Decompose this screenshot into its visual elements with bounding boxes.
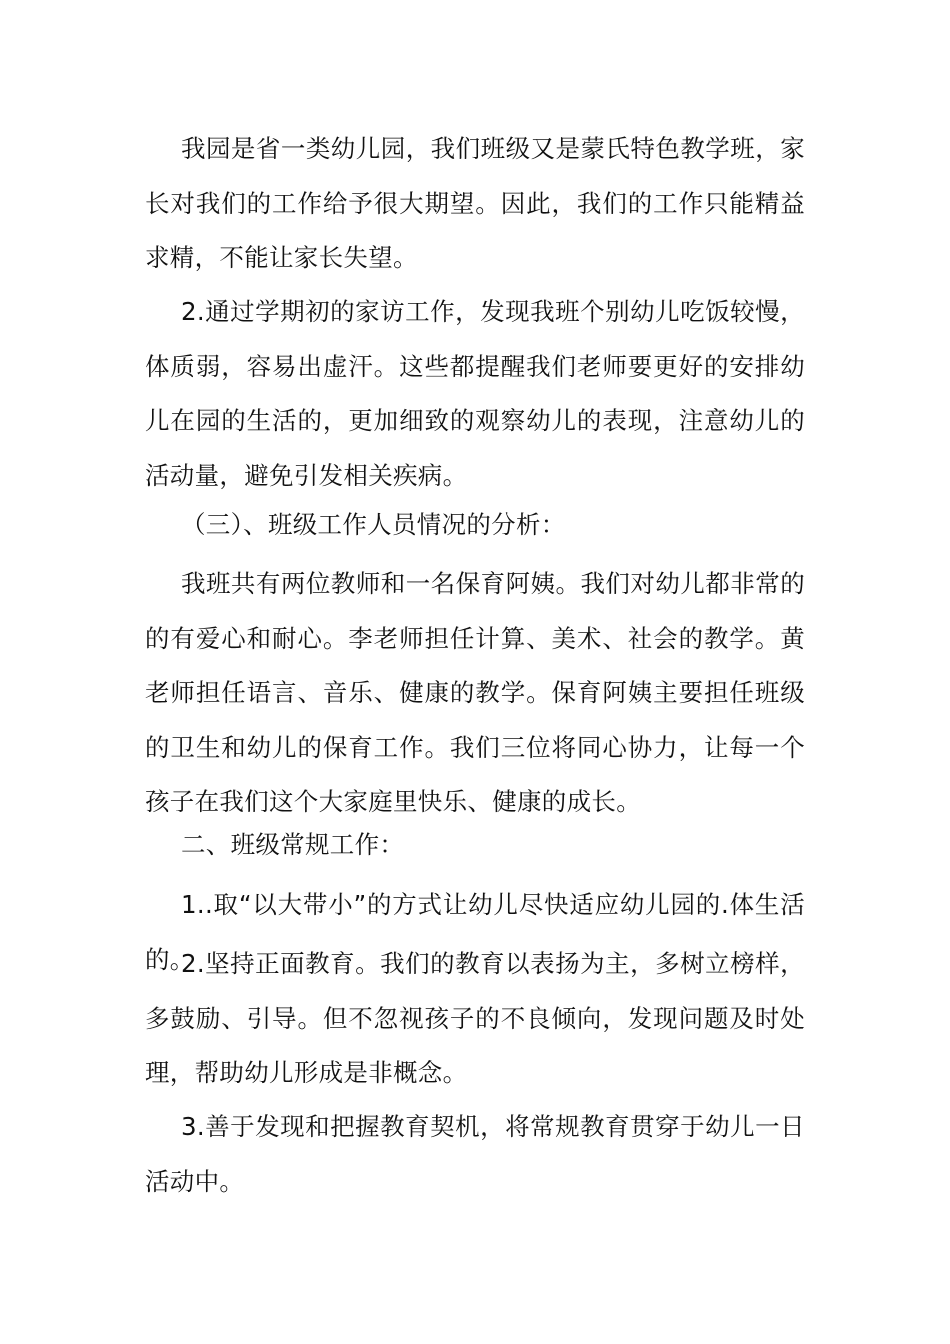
list-item-3: 3.善于发现和把握教育契机，将常规教育贯穿于幼儿一日活动中。 <box>145 1112 805 1196</box>
section-heading-staff-analysis: （三）、班级工作人员情况的分析： <box>181 510 566 539</box>
section-heading-routine-work: 二、班级常规工作： <box>181 830 405 859</box>
paragraph-kindergarten-intro: 我园是省一类幼儿园，我们班级又是蒙氏特色教学班，家长对我们的工作给予很大期望。因此，我们的工作只能精益求精，不能让家长失望。 <box>145 134 805 272</box>
paragraph-home-visit: 2.通过学期初的家访工作，发现我班个别幼儿吃饭较慢，体质弱，容易出虚汗。这些都提醒我们老师要更好的安排幼儿在园的生活的，更加细致的观察幼儿的表现，注意幼儿的活动量，避免引发相关疾病。 <box>145 297 805 490</box>
paragraph-staff-description: 我班共有两位教师和一名保育阿姨。我们对幼儿都非常的的有爱心和耐心。李老师担任计算、美术、社会的教学。黄老师担任语言、音乐、健康的教学。保育阿姨主要担任班级的卫生和幼儿的保育工作。我们三位将同心协力，让每一个孩子在我们这个大家庭里快乐、健康的成长。 <box>145 569 805 816</box>
list-item-2: 2.坚持正面教育。我们的教育以表扬为主，多树立榜样，多鼓励、引导。但不忽视孩子的不良倾向，发现问题及时处理，帮助幼儿形成是非概念。 <box>145 949 805 1087</box>
list-item-1: 1..取“以大带小”的方式让幼儿尽快适应幼儿园的.体生活的。 <box>145 890 805 974</box>
